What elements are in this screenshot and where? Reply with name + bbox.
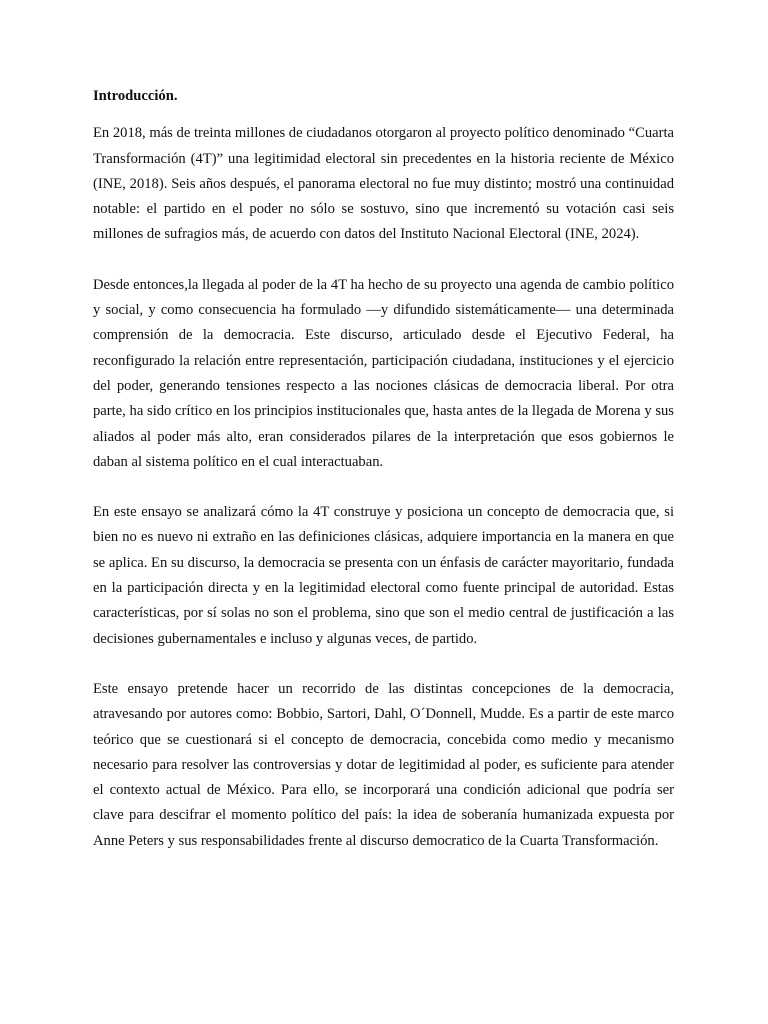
paragraph-3: En este ensayo se analizará cómo la 4T construye y posiciona un concepto de democracia que, si bien no es nuevo ni extraño en las definiciones clásicas, adquiere importancia en la manera en que se aplica. En su discurso, la democracia se presenta con un énfasis de carácter mayoritario, fundada en la participación directa y en la legitimidad electoral como fuente principal de autoridad. Estas características, por sí solas no son el problema, sino que son el medio central de justificación a las decisiones gubernamentales e incluso y algunas veces, de partido. [93, 504, 674, 647]
section-heading: Introducción. [93, 88, 178, 104]
paragraph-2: Desde entonces,la llegada al poder de la 4T ha hecho de su proyecto una agenda de cambio político y social, y como consecuencia ha formulado —y difundido sistemáticamente— una determinada comprensión de la democracia. Este discurso, articulado desde el Ejecutivo Federal, ha reconfigurado la relación entre representación, participación ciudadana, instituciones y el ejercicio del poder, generando tensiones respecto a las nociones clásicas de democracia liberal. Por otra parte, ha sido crítico en los principios institucionales que, hasta antes de la llegada de Morena y sus aliados al poder más alto, eran considerados pilares de la interpretación que esos gobiernos le daban al sistema político en el cual interactuaban. [93, 276, 674, 470]
document-body [93, 84, 674, 854]
paragraph-4: Este ensayo pretende hacer un recorrido de las distintas concepciones de la democracia, atravesando por autores como: Bobbio, Sartori, Dahl, O´Donnell, Mudde. Es a partir de este marco teórico que se cuestionará si el concepto de democracia, concebida como medio y mecanismo necesario para resolver las controversias y dotar de legitimidad al poder, es suficiente para atender el contexto actual de México. Para ello, se incorporará una condición adicional que podría ser clave para descifrar el momento político del país: la idea de soberanía humanizada expuesta por Anne Peters y sus responsabilidades frente al discurso democratico de la Cuarta Transformación. [93, 680, 674, 849]
paragraph-1: En 2018, más de treinta millones de ciudadanos otorgaron al proyecto político denominado “Cuarta Transformación (4T)” una legitimidad electoral sin precedentes en la historia reciente de México (INE, 2018). Seis años después, el panorama electoral no fue muy distinto; mostró una continuidad notable: el partido en el poder no sólo se sostuvo, sino que incrementó su votación casi seis millones de sufragios más, de acuerdo con datos del Instituto Nacional Electoral (INE, 2024). [93, 125, 674, 243]
